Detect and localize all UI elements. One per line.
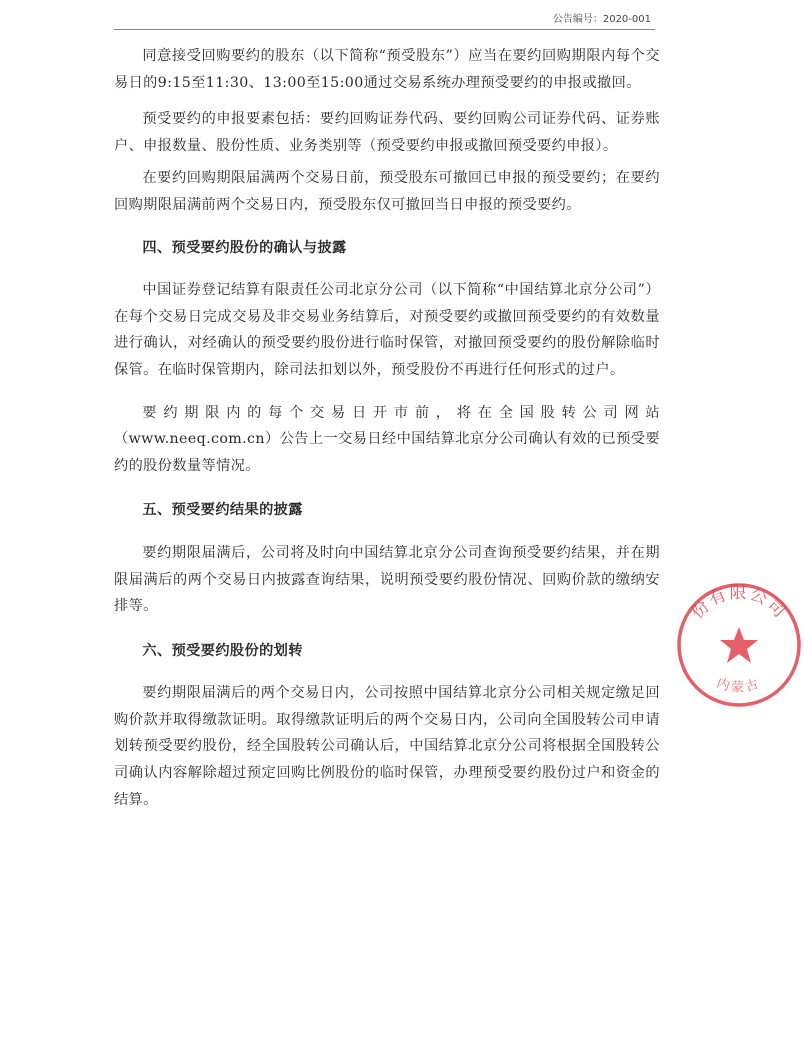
paragraph-transfer-settlement: 要约期限届满后的两个交易日内，公司按照中国结算北京分公司相关规定缴足回购价款并取得缴款证明。取得缴款证明后的两个交易日内，公司向全国股转公司申请划转预受要约股份，经全国股转公司确认后，中国结算北京分公司将根据全国股转公司确认内容解除超过预定回购比例股份的临时保管，办理预受要约股份过户和资金的结算。	[114, 685, 660, 808]
document-body	[114, 43, 660, 825]
paragraph-daily-disclosure: 要约期限内的每个交易日开市前，将在全国股转公司网站（www.neeq.com.cn）公告上一交易日经中国结算北京分公司确认有效的已预受要约的股份数量等情况。	[114, 404, 660, 474]
header-divider	[114, 29, 655, 30]
section-heading-result-disclosure: 五、预受要约结果的披露	[142, 502, 303, 519]
company-seal-stamp	[674, 580, 804, 710]
seal-star-icon	[720, 627, 758, 663]
paragraph-result-query: 要约期限届满后，公司将及时向中国结算北京分公司查询预受要约结果，并在期限届满后的两个交易日内披露查询结果，说明预受要约股份情况、回购价款的缴纳安排等。	[114, 544, 660, 615]
announcement-number: 公告编号：2020-001	[552, 14, 651, 25]
svg-text:内蒙古: 内蒙古	[714, 675, 764, 696]
paragraph-withdrawal-rules: 在要约回购期限届满两个交易日前，预受股东可撤回已申报的预受要约；在要约回购期限届满前两个交易日内，预受股东仅可撤回当日申报的预受要约。	[114, 170, 660, 213]
section-heading-transfer: 六、预受要约股份的划转	[142, 642, 303, 659]
svg-text:份有限公司: 份有限公司	[687, 583, 791, 623]
paragraph-confirmation-custody: 中国证券登记结算有限责任公司北京分公司（以下简称“中国结算北京分公司”）在每个交易日完成交易及非交易业务结算后，对预受要约或撤回预受要约的有效数量进行确认，对经确认的预受要约股份进行临时保管，对撤回预受要约的股份解除临时保管。在临时保管期内，除司法扣划以外，预受股份不再进行任何形式的过户。	[114, 282, 660, 378]
paragraph-acceptance-timing: 同意接受回购要约的股东（以下简称“预受股东”）应当在要约回购期限内每个交易日的9:15至11:30、13:00至15:00通过交易系统办理预受要约的申报或撤回。	[114, 48, 660, 91]
section-heading-confirmation: 四、预受要约股份的确认与披露	[142, 239, 347, 256]
paragraph-declaration-elements: 预受要约的申报要素包括：要约回购证券代码、要约回购公司证券代码、证券账户、申报数量、股份性质、业务类别等（预受要约申报或撤回预受要约申报）。	[114, 111, 660, 154]
